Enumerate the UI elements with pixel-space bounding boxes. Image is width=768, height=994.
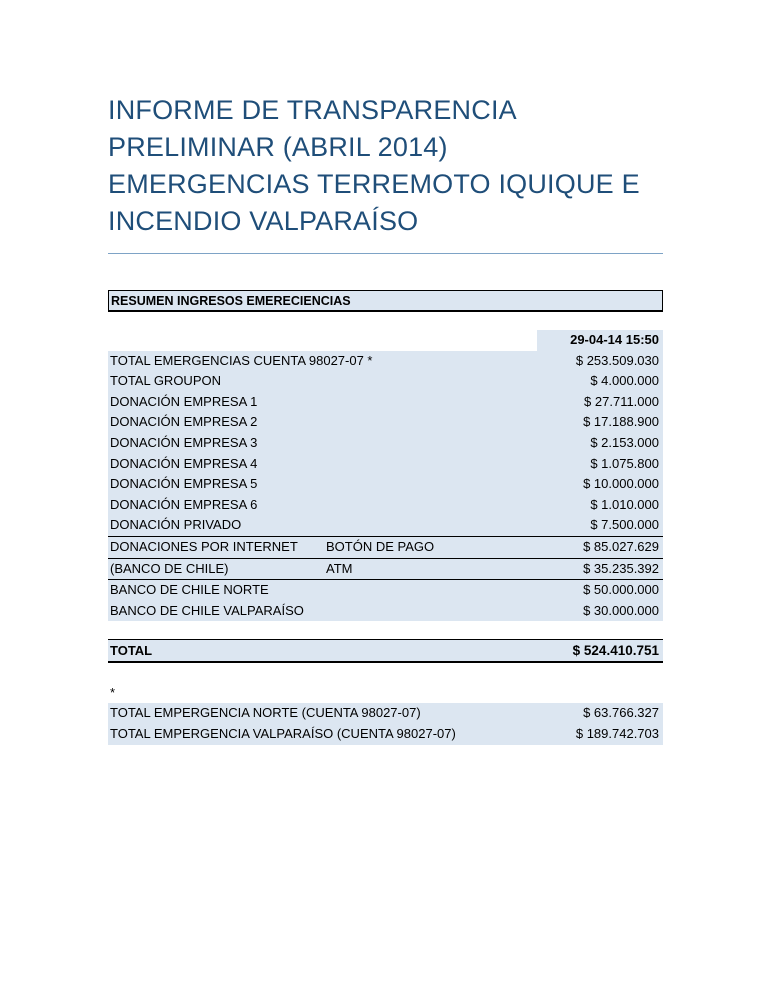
footnote-row (108, 724, 663, 745)
row-amount: $ 1.075.800 (590, 455, 659, 471)
table-row (108, 433, 663, 454)
table-row (108, 495, 663, 516)
title-line-4: INCENDIO VALPARAÍSO (108, 206, 419, 236)
summary-table (108, 290, 663, 745)
table-row (108, 515, 663, 537)
spacer (108, 621, 663, 639)
row-label: DONACIÓN EMPRESA 5 (110, 476, 258, 492)
row-amount: $ 30.000.000 (583, 602, 659, 618)
row-amount: $ 10.000.000 (583, 476, 659, 492)
title-divider (108, 253, 663, 254)
row-label: (BANCO DE CHILE) (110, 560, 229, 576)
row-label: BANCO DE CHILE NORTE (110, 582, 269, 598)
row-label: DONACIONES POR INTERNET (110, 538, 298, 554)
row-amount: $ 35.235.392 (583, 560, 659, 576)
row-amount: $ 2.153.000 (590, 434, 659, 450)
footnote-amount: $ 189.742.703 (575, 725, 659, 741)
table-row (108, 474, 663, 495)
footnote-label: TOTAL EMPERGENCIA NORTE (CUENTA 98027-07) (110, 705, 421, 721)
row-label: DONACIÓN EMPRESA 2 (110, 414, 258, 430)
row-amount: $ 4.000.000 (590, 373, 659, 389)
title-line-2: PRELIMINAR (ABRIL 2014) (108, 132, 448, 162)
row-channel: BOTÓN DE PAGO (326, 538, 435, 554)
table-row (108, 601, 663, 622)
total-label: TOTAL (110, 643, 153, 659)
footnote-mark: * (110, 685, 116, 701)
footnote-label: TOTAL EMPERGENCIA VALPARAÍSO (CUENTA 98027-07) (110, 725, 456, 741)
row-label: DONACIÓN PRIVADO (110, 517, 242, 533)
table-row (108, 351, 663, 372)
table-row (108, 454, 663, 475)
spacer (108, 312, 663, 330)
row-amount: $ 7.500.000 (590, 517, 659, 533)
table-row (108, 580, 663, 601)
row-label: BANCO DE CHILE VALPARAÍSO (110, 602, 304, 618)
row-label: DONACIÓN EMPRESA 1 (110, 393, 258, 409)
table-header: RESUMEN INGRESOS EMERECIENCIAS (108, 290, 663, 312)
table-row (108, 559, 663, 581)
footnote-row (108, 703, 663, 724)
table-row (108, 412, 663, 433)
row-amount: $ 50.000.000 (583, 582, 659, 598)
report-date: 29-04-14 15:50 (537, 330, 663, 351)
row-amount: $ 1.010.000 (590, 496, 659, 512)
title-line-1: INFORME DE TRANSPARENCIA (108, 95, 517, 125)
table-row (108, 392, 663, 413)
total-row (108, 639, 663, 663)
table-row (108, 537, 663, 559)
report-title (108, 92, 668, 240)
row-label: DONACIÓN EMPRESA 6 (110, 496, 258, 512)
row-amount: $ 253.509.030 (575, 352, 659, 368)
row-amount: $ 17.188.900 (583, 414, 659, 430)
row-label: DONACIÓN EMPRESA 3 (110, 434, 258, 450)
row-channel: ATM (326, 560, 353, 576)
row-amount: $ 27.711.000 (584, 393, 659, 409)
title-line-3: EMERGENCIAS TERREMOTO IQUIQUE E (108, 169, 640, 199)
row-label: DONACIÓN EMPRESA 4 (110, 455, 258, 471)
row-label: TOTAL EMERGENCIAS CUENTA 98027-07 * (110, 352, 373, 368)
total-amount: $ 524.410.751 (572, 643, 659, 659)
table-row (108, 371, 663, 392)
footnote-amount: $ 63.766.327 (583, 705, 659, 721)
row-label: TOTAL GROUPON (110, 373, 221, 389)
row-amount: $ 85.027.629 (583, 538, 659, 554)
date-row (108, 330, 663, 351)
spacer (108, 663, 663, 681)
